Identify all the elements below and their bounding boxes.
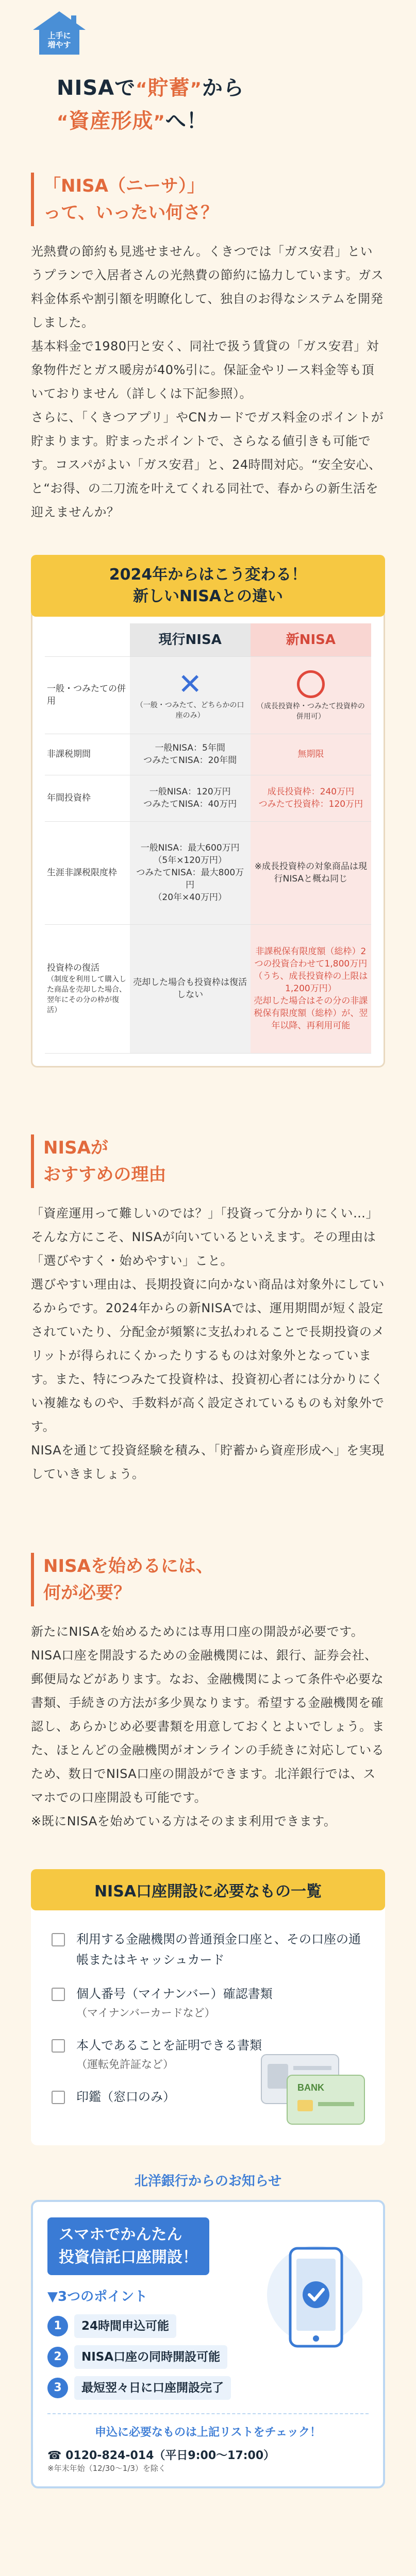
row-label: 一般・つみたての併用: [45, 656, 130, 734]
compare-header-blank: [45, 623, 130, 656]
new-cell: 非課税保有限度額（総枠）2つの投資合わせて1,800万円 （うち、成長投資枠の上限は1,200万円） 売却した場合はその分の非課税保有限度額（総枠）が、翌年以降、再利用可能: [251, 924, 371, 1053]
col-new-nisa: 新NISA: [251, 623, 371, 656]
compare-box: [31, 609, 385, 1067]
checklist-text: [76, 2035, 262, 2073]
hero-title-word1: 貯蓄: [147, 76, 190, 100]
row-label: 生涯非課税限度枠: [45, 821, 130, 924]
checklist-section: [31, 1869, 385, 2145]
old-note: （一般・つみたて、どちらかの口座のみ）: [136, 701, 244, 720]
point-number: 3: [47, 2378, 68, 2398]
recommend-body: [31, 1201, 385, 1486]
hero-quote-open: “: [136, 79, 148, 99]
checklist-main: 印鑑（窓口のみ）: [76, 2089, 175, 2104]
house-badge: [31, 9, 88, 57]
new-cell: 無期限: [251, 734, 371, 775]
start-title-line-2: 何が必要？: [43, 1582, 131, 1603]
intro-title-line-1: 「NISA（ニーサ）」: [43, 176, 205, 196]
recommend-title: [31, 1134, 385, 1188]
notice-box: [31, 2200, 385, 2488]
point-item: [47, 2376, 369, 2400]
checklist-item: [52, 1929, 364, 1970]
hero-title-pre: NISAで: [57, 76, 136, 100]
notice-title-line-2: 投資信託口座開設！: [59, 2248, 198, 2266]
table-row: [45, 924, 371, 1053]
hero-quote-close-2: ”: [153, 112, 165, 132]
checklist-sub: （マイナンバーカードなど）: [76, 2006, 215, 2019]
notice-heading: [31, 2171, 385, 2192]
circle-icon: [297, 670, 325, 698]
notice-title-line-1: スマホでかんたん: [59, 2225, 182, 2244]
notice-head-text: 北洋銀行からのお知らせ: [134, 2173, 282, 2189]
card-bank-label: BANK: [297, 2082, 324, 2093]
point-label: 最短翌々日に口座開設完了: [74, 2376, 231, 2400]
old-cell: 一般NISA：最大600万円 （5年×120万円） つみたてNISA：最大800万円 （20年×40万円）: [130, 821, 251, 924]
smartphone-icon: [259, 2233, 362, 2367]
table-row: [45, 656, 371, 734]
hero-title-post: へ！: [165, 109, 208, 133]
point-label: 24時間申込可能: [74, 2314, 176, 2338]
checklist-text: [76, 2087, 175, 2107]
compare-banner: [31, 555, 385, 617]
checklist-box: [31, 1903, 385, 2145]
phone-number[interactable]: [47, 2447, 369, 2463]
intro-section: [0, 142, 416, 524]
new-cell: [251, 656, 371, 734]
cross-icon: ✕: [178, 668, 203, 701]
compare-banner-line-1: 2024年からはこう変わる！: [109, 566, 307, 584]
row-label: 投資枠の復活: [47, 963, 99, 973]
checklist-main: 本人であることを証明できる書類: [76, 2038, 262, 2053]
point-number: 2: [47, 2347, 68, 2367]
intro-title: [31, 173, 385, 226]
checkbox[interactable]: [52, 2091, 65, 2104]
checklist-text: [76, 1984, 273, 2022]
hero-title: [57, 72, 244, 138]
hero: [0, 0, 416, 142]
phone-note: ※年末年始（12/30〜1/3）を除く: [47, 2463, 166, 2473]
points-label: ▼3つのポイント: [47, 2289, 148, 2304]
row-label-note: （制度を利用して購入した商品を売却した場合、翌年にその分の枠が復活）: [47, 975, 126, 1014]
new-cell: ※成長投資枠の対象商品は現行NISAと概ね同じ: [251, 821, 371, 924]
checkbox[interactable]: [52, 2039, 65, 2053]
start-body: [31, 1620, 385, 1833]
new-note: （成長投資枠・つみたて投資枠の併用可）: [256, 702, 365, 721]
hero-title-word2: 資産形成: [69, 109, 154, 133]
checkbox[interactable]: [52, 1988, 65, 2001]
compare-table: [45, 623, 371, 1054]
old-cell: [130, 656, 251, 734]
intro-paragraph: 基本料金で1980円と安く、同社で扱う賃貸の「ガス安君」対象物件だとガス暖房が40%引に。保証金やリース料金等も頂いておりません（詳しくは下記参照）。: [31, 339, 379, 401]
badge-line-2: 増やす: [47, 40, 71, 49]
recommend-title-line-2: おすすめの理由: [43, 1164, 167, 1185]
old-cell: 一般NISA：5年間 つみたてNISA：20年間: [130, 734, 251, 775]
col-old-nisa: 現行NISA: [130, 623, 251, 656]
compare-section: [31, 555, 385, 1067]
hero-quote-close: ”: [190, 79, 202, 99]
phone-text: 0120-824-014（平日9:00〜17:00）: [65, 2449, 275, 2462]
checklist-main: 利用する金融機関の普通預金口座と、その口座の通帳またはキャッシュカード: [76, 1931, 361, 1967]
recommend-title-line-1: NISAが: [43, 1137, 108, 1158]
compare-banner-line-2: 新しいNISAとの違い: [132, 587, 284, 605]
table-row: [45, 775, 371, 821]
checklist-sub: （運転免許証など）: [76, 2058, 174, 2071]
start-title-line-1: NISAを始めるには、: [43, 1555, 213, 1577]
checklist-text: [76, 1929, 364, 1970]
checklist-banner: NISA口座開設に必要なもの一覧: [31, 1869, 385, 1910]
checkbox[interactable]: [52, 1933, 65, 1946]
start-section: [0, 1486, 416, 1833]
old-cell: 一般NISA：120万円 つみたてNISA：40万円: [130, 775, 251, 821]
point-number: 1: [47, 2316, 68, 2336]
new-cell: 成長投資枠：240万円 つみたて投資枠：120万円: [251, 775, 371, 821]
badge-line-1: 上手に: [47, 31, 71, 40]
badge-text: [31, 31, 88, 49]
recommend-paragraph: NISAを通じて投資経験を積み、「貯蓄から資産形成へ」を実現していきましょう。: [31, 1443, 385, 1481]
phone-icon: ☎: [47, 2449, 62, 2462]
recommend-paragraph: 選びやすい理由は、長期投資に向かない商品は対象外にしているからです。2024年からの新NISAでは、運用期間が短く設定されていたり、分配金が頻繁に支払われることで長期投資のメリットが得られにくかったりするものは対象外となっています。また、特につみたて投資枠は、投資初心者には分かりにくい複雑なものや、手数料が高く設定されているものも対象外です。: [31, 1277, 385, 1434]
cards-illustration: [256, 2049, 370, 2127]
row-label: 非課税期間: [45, 734, 130, 775]
notice-title: [47, 2217, 209, 2275]
intro-paragraph: 光熱費の節約も見逃せません。くきつでは「ガス安君」というプランで入居者さんの光熱費の節約に協力しています。ガス料金体系や割引額を明瞭化して、独自のお得なシステムを開発しました。: [31, 244, 384, 330]
intro-title-line-2: って、いったい何さ？: [43, 202, 219, 223]
start-paragraph: ※既にNISAを始めている方はそのまま利用できます。: [31, 1814, 337, 1828]
intro-paragraph: さらに、「くきつアプリ」やCNカードでガス料金のポイントが貯まります。貯まったポイントで、さらなる値引きも可能です。コスパがよい「ガス安君」と、24時間対応。“安全安心、と“お得、の二刀流を叶えてくれる同社で、春からの新生活を迎えませんか？: [31, 410, 384, 519]
start-paragraph: 新たにNISAを始めるためには専用口座の開設が必要です。NISA口座を開設するための金融機関には、銀行、証券会社、郵便局などがあります。なお、金融機関によって条件や必要な書類、手続きの方法が多少異なります。希望する金融機関を確認し、あらかじめ必要書類を用意しておくとよいでしょう。また、ほとんどの金融機関がオンラインの手続きに対応しているため、数日でNISA口座の開設ができます。北洋銀行では、スマホでの口座開設も可能です。: [31, 1624, 385, 1805]
checklist-main: 個人番号（マイナンバー）確認書類: [76, 1986, 273, 2001]
compare-header-row: [45, 623, 371, 656]
point-label: NISA口座の同時開設可能: [74, 2345, 227, 2369]
intro-body: [31, 240, 385, 524]
hero-quote-open-2: “: [57, 112, 69, 132]
table-row: [45, 734, 371, 775]
checklist-item: [52, 1984, 364, 2022]
hero-title-mid: から: [202, 76, 244, 100]
notice-cta: 申込に必要なものは上記リストをチェック！: [47, 2413, 369, 2439]
old-cell: 売却した場合も投資枠は復活しない: [130, 924, 251, 1053]
start-title: [31, 1553, 385, 1606]
recommend-paragraph: 「資産運用って難しいのでは？」「投資って分かりにくい…」そんな方にこそ、NISAが向いているといえます。その理由は「選びやすく・始めやすい」こと。: [31, 1206, 378, 1268]
row-label-cell: [45, 924, 130, 1053]
table-row: [45, 821, 371, 924]
recommend-section: [0, 1067, 416, 1486]
row-label: 年間投資枠: [45, 775, 130, 821]
